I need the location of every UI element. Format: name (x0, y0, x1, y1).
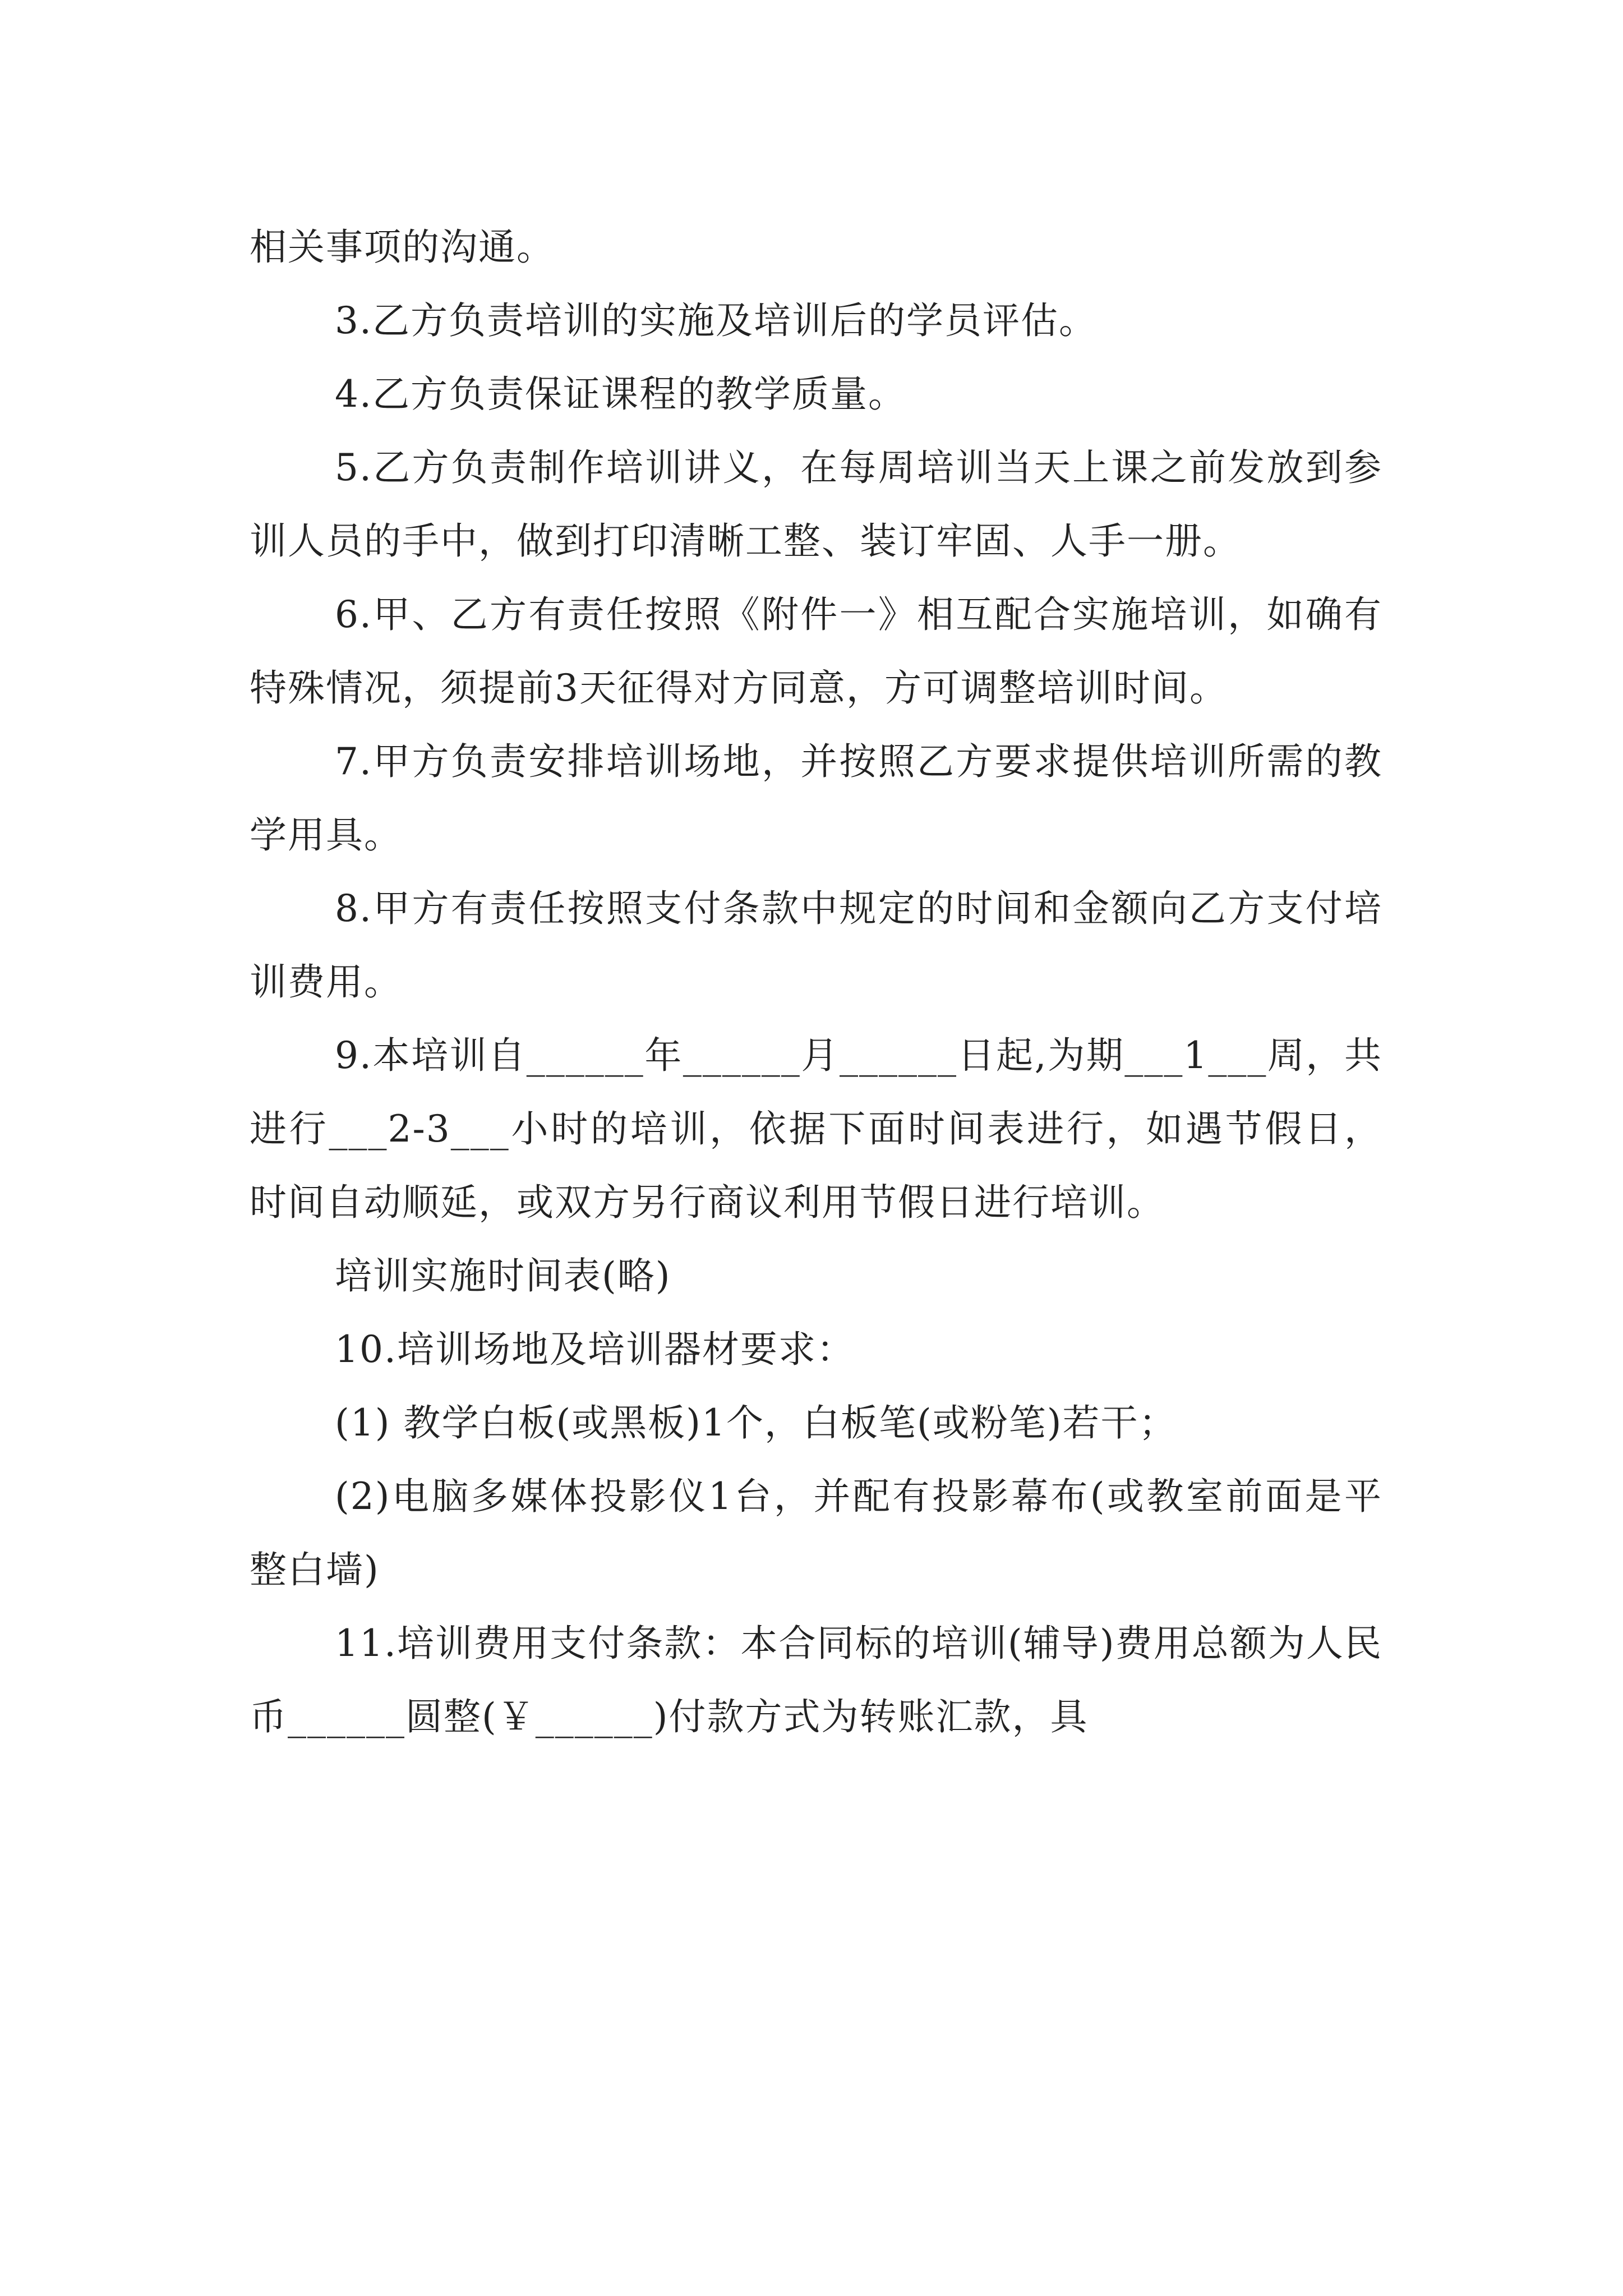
paragraph-item-5: 5.乙方负责制作培训讲义，在每周培训当天上课之前发放到参训人员的手中，做到打印清晰工整、装订牢固、人手一册。 (250, 446, 1382, 563)
paragraph-item-6: 6.甲、乙方有责任按照《附件一》相互配合实施培训，如确有特殊情况，须提前3天征得对方同意，方可调整培训时间。 (250, 593, 1382, 710)
paragraph-item-3: 3.乙方负责培训的实施及培训后的学员评估。 (335, 299, 1097, 342)
paragraph-equipment-1: (1) 教学白板(或黑板)1个，白板笔(或粉笔)若干； (335, 1401, 1177, 1444)
paragraph-item-9: 9.本培训自______年______月______日起,为期___1___周，共进行___2-3___小时的培训，依据下面时间表进行，如遇节假日，时间自动顺延，或双方另行商议利用节假日进行培训。 (250, 1034, 1382, 1224)
paragraph-item-11: 11.培训费用支付条款：本合同标的培训(辅导)费用总额为人民币______圆整(￥______)付款方式为转账汇款，具 (250, 1622, 1382, 1738)
paragraph-schedule-note: 培训实施时间表(略) (335, 1254, 671, 1297)
paragraph-item-10: 10.培训场地及培训器材要求： (335, 1328, 855, 1371)
document-body (250, 210, 1382, 1754)
paragraph-equipment-2: (2)电脑多媒体投影仪1台，并配有投影幕布(或教室前面是平整白墙) (250, 1475, 1382, 1591)
paragraph-item-8: 8.甲方有责任按照支付条款中规定的时间和金额向乙方支付培训费用。 (250, 887, 1382, 1004)
paragraph-item-7: 7.甲方负责安排培训场地，并按照乙方要求提供培训所需的教学用具。 (250, 740, 1382, 857)
paragraph-item-4: 4.乙方负责保证课程的教学质量。 (335, 372, 906, 416)
paragraph-continuation: 相关事项的沟通。 (250, 226, 555, 269)
